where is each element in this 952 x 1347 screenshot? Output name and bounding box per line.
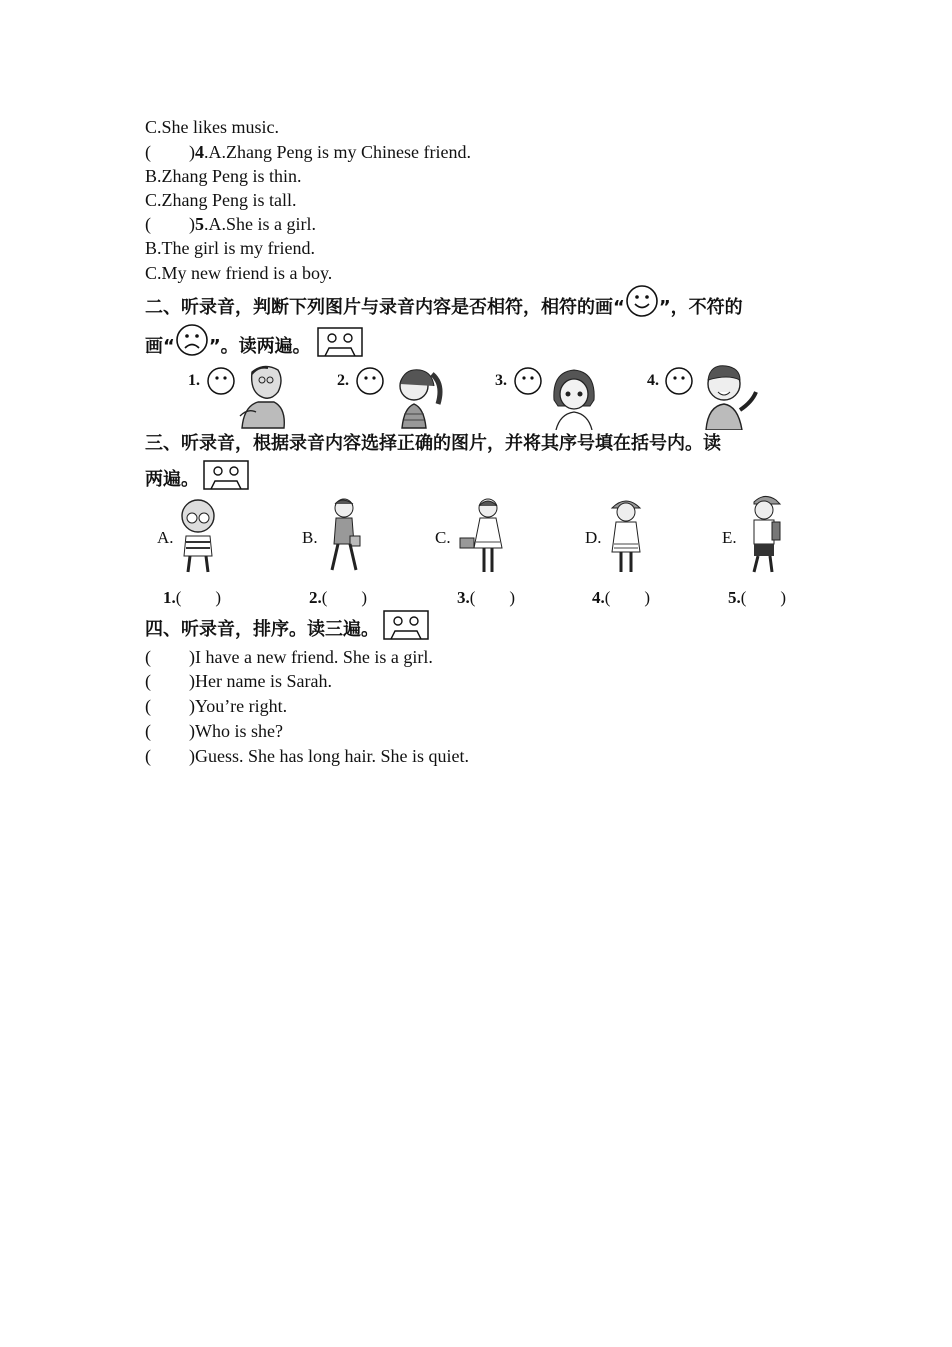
old-man-picture-icon (234, 362, 292, 430)
order-item-text: )Guess. She has long hair. She is quiet. (189, 746, 469, 766)
answer-blank[interactable]: ( ) (604, 588, 651, 607)
order-item (145, 720, 283, 742)
answer-number: 1. (163, 588, 176, 607)
boy-with-glasses-picture-icon (172, 496, 224, 576)
girl-with-bag-picture-icon (458, 494, 510, 576)
section-3-title-b: 两遍。 (145, 469, 199, 490)
item-number: 2. (337, 372, 349, 389)
picture-label: D. (585, 528, 602, 547)
sad-face-icon (175, 323, 209, 357)
question-number: 5 (195, 214, 204, 234)
order-item (145, 670, 332, 692)
item-number: 3. (495, 372, 507, 389)
answer-blank[interactable]: ( (145, 671, 151, 691)
answer-blank[interactable]: ( (145, 647, 151, 667)
section-3-title: 三、听录音，根据录音内容选择正确的图片，并将其序号填在括号内。读 (145, 433, 721, 454)
option-line: C.Zhang Peng is tall. (145, 190, 297, 210)
smiley-icon (625, 284, 659, 318)
paren-close: ) (189, 214, 195, 234)
order-item (145, 745, 469, 767)
option-line: C.She likes music. (145, 117, 279, 137)
order-item-text: )You’re right. (189, 696, 288, 716)
girl-with-hat-picture-icon (604, 494, 648, 576)
answer-blank[interactable]: ( ) (321, 588, 368, 607)
section-4-title-text: 四、听录音，排序。读三遍。 (145, 619, 379, 640)
boy-with-backpack-picture-icon (744, 492, 784, 576)
cassette-tape-icon (383, 610, 429, 640)
girl-ponytail-picture-icon (390, 364, 446, 430)
question-text: .A.She is a girl. (204, 214, 316, 234)
answer-blank[interactable]: ( (145, 746, 151, 766)
walking-boy-picture-icon (322, 494, 366, 576)
section-4-title (145, 619, 429, 641)
smiley-answer-box-icon[interactable] (355, 366, 385, 396)
option-line: B.Zhang Peng is thin. (145, 166, 302, 186)
section-2-title-a: 二、听录音，判断下列图片与录音内容是否相符，相符的画“ (145, 297, 625, 318)
answer-number: 4. (592, 588, 605, 607)
picture-label: A. (157, 528, 174, 547)
order-item (145, 695, 287, 717)
question-text: .A.Zhang Peng is my Chinese friend. (204, 142, 471, 162)
answer-blank[interactable]: ( ) (175, 588, 222, 607)
boy-waving-picture-icon (698, 362, 762, 430)
section-2-title-line2 (145, 336, 363, 358)
question-5 (145, 213, 316, 235)
answer-blank[interactable]: ( ) (469, 588, 516, 607)
answer-blank[interactable]: ( (145, 721, 151, 741)
option-line: C.My new friend is a boy. (145, 263, 333, 283)
smiley-answer-box-icon[interactable] (513, 366, 543, 396)
order-item-text: )I have a new friend. She is a girl. (189, 647, 433, 667)
paren-close: ) (189, 142, 195, 162)
order-item-text: )Who is she? (189, 721, 283, 741)
answer-item[interactable] (457, 588, 515, 608)
section-2-title-b: ”，不符的 (658, 297, 743, 318)
section-2-title (145, 297, 743, 319)
answer-number: 3. (457, 588, 470, 607)
answer-item[interactable] (592, 588, 650, 608)
picture-label: E. (722, 528, 737, 547)
answer-item[interactable] (728, 588, 786, 608)
answer-blank[interactable]: ( (145, 696, 151, 716)
cassette-tape-icon (317, 327, 363, 357)
item-number: 4. (647, 372, 659, 389)
answer-number: 5. (728, 588, 741, 607)
picture-label: C. (435, 528, 451, 547)
answer-item[interactable] (163, 588, 221, 608)
smiley-answer-box-icon[interactable] (206, 366, 236, 396)
section-3-title-line2 (145, 469, 249, 491)
smiley-answer-box-icon[interactable] (664, 366, 694, 396)
order-item-text: )Her name is Sarah. (189, 671, 332, 691)
item-number: 1. (188, 372, 200, 389)
picture-label: B. (302, 528, 318, 547)
answer-item[interactable] (309, 588, 367, 608)
question-number: 4 (195, 142, 204, 162)
answer-number: 2. (309, 588, 322, 607)
order-item (145, 646, 433, 668)
girl-short-hair-picture-icon (546, 366, 602, 430)
option-line: B.The girl is my friend. (145, 238, 315, 258)
answer-blank[interactable]: ( ) (740, 588, 787, 607)
answer-blank[interactable]: ( (145, 214, 151, 234)
question-4 (145, 141, 471, 163)
section-2-title-c: 画“ (145, 336, 175, 357)
cassette-tape-icon (203, 460, 249, 490)
answer-blank[interactable]: ( (145, 142, 151, 162)
section-2-title-d: ”。读两遍。 (208, 336, 311, 357)
